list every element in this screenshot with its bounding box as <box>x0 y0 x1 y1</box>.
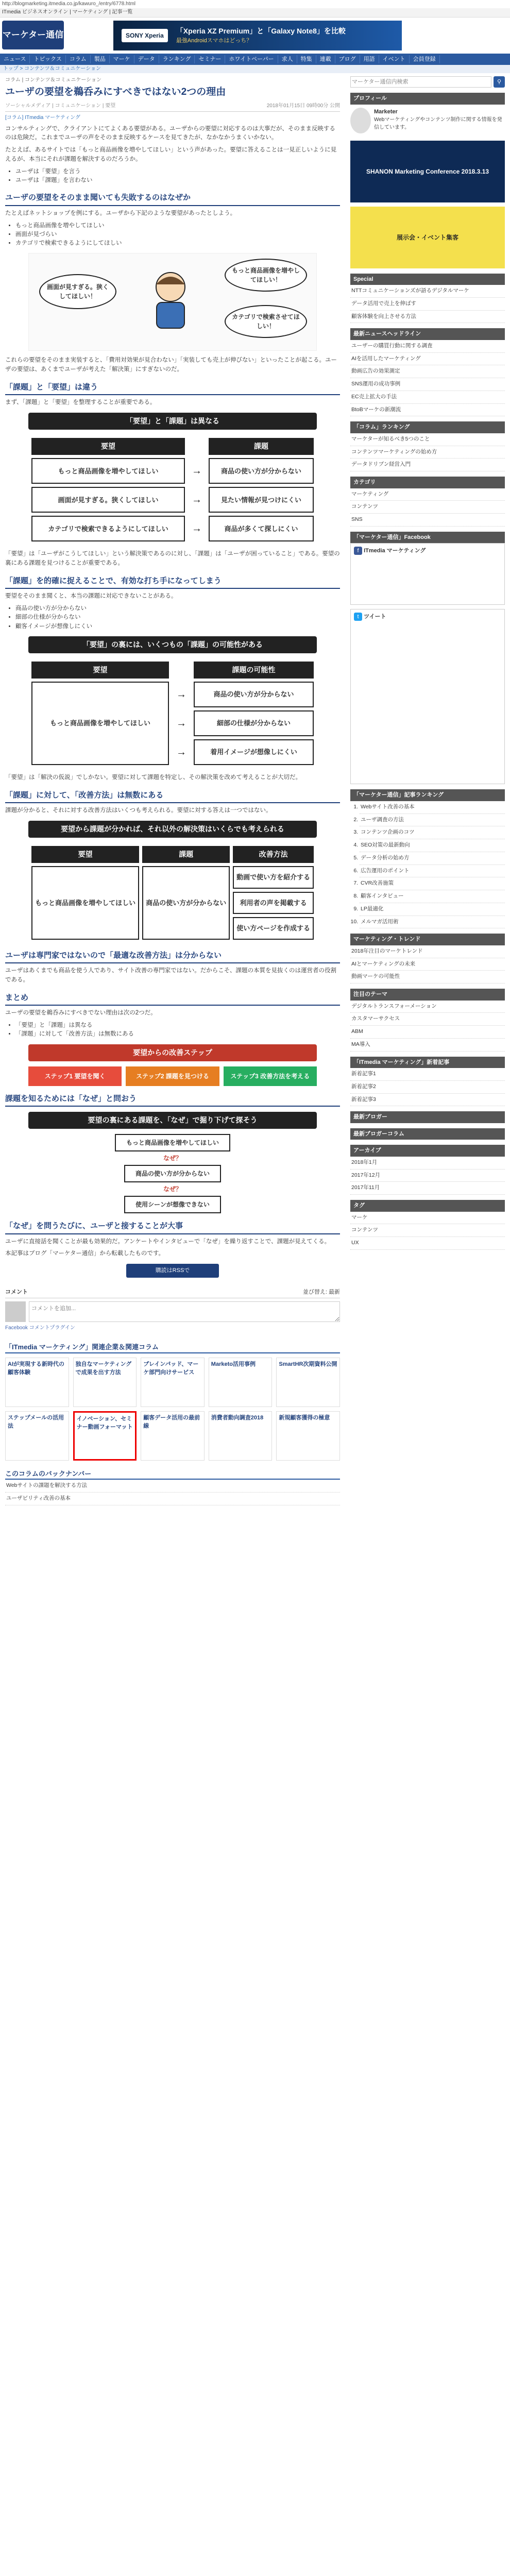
sidebox-title: 「コラム」ランキング <box>350 421 505 433</box>
twitter-widget <box>350 609 505 784</box>
tag-item[interactable]: コンテンツ <box>350 1224 505 1237</box>
speech-bubble: もっと商品画像を増やしてほしい！ <box>225 259 307 292</box>
table-header: 改善方法 <box>233 846 314 863</box>
related-card[interactable]: ステップメールの活用法 <box>5 1411 69 1461</box>
sidebox-title: カテゴリ <box>350 477 505 488</box>
figure-title: 要望から課題が分かれば、それ以外の解決策はいくらでも考えられる <box>28 821 317 838</box>
list-item: • 「課題」に対して「改善方法」は無数にある <box>15 1030 340 1039</box>
related-card[interactable]: 消費者動向調査2018 <box>209 1411 273 1461</box>
figure-title: 要望の裏にある課題を、「なぜ」で掘り下げて探そう <box>28 1112 317 1129</box>
itmedia-item[interactable]: 新着記事1 <box>350 1068 505 1081</box>
ad-brand: SONY Xperia <box>122 29 168 42</box>
comments-sort[interactable]: 並び替え: 最新 <box>302 1289 340 1295</box>
menu-item[interactable]: トピックス <box>30 55 65 64</box>
table-cell: 商品の使い方が分からない <box>194 682 314 707</box>
sidebar-search <box>350 76 505 88</box>
comments-header <box>5 1288 340 1299</box>
list-item: • 細部の仕様が分からない <box>15 613 340 622</box>
sub-nav[interactable]: トップ > コンテンツ＆コミュニケーション <box>0 65 510 73</box>
article-meta <box>5 102 340 112</box>
menu-item[interactable]: イベント <box>379 55 410 64</box>
why-label: なぜ？ <box>163 1185 182 1193</box>
column-item[interactable]: データドリブン経営入門 <box>350 459 505 471</box>
backnumber-item[interactable]: ユーザビリティ改善の基本 <box>5 1493 340 1505</box>
section-heading: 「課題」を的確に捉えることで、有効な打ち手になってしまう <box>5 575 340 589</box>
category-item[interactable]: マーケティング <box>350 488 505 501</box>
paragraph: 要望をそのまま聞くと、本当の課題に対応できないことがある。 <box>5 593 177 600</box>
table-cell: 着用イメージが想像しにくい <box>194 739 314 765</box>
arrow-right-icon: → <box>172 682 191 707</box>
archive-item[interactable]: 2018年1月 <box>350 1157 505 1170</box>
paragraph: これらの要望をそのまま実装すると、「費用対効果が見合わない」「実装しても売上が伸びない」といったことが起こる。ユーザの要望は、あくまでユーザが考えた「解決策」にすぎないのだ。 <box>5 357 337 373</box>
itmedia-item[interactable]: 新着記事2 <box>350 1081 505 1094</box>
news-item[interactable]: SNS運用の成功事例 <box>350 378 505 391</box>
figure-title: 「要望」と「課題」は異なる <box>28 413 317 430</box>
sidebox-title: 「マーケター通信」Facebook <box>350 532 505 544</box>
sidebox-title: Special <box>350 274 505 285</box>
sidebar <box>350 76 505 1250</box>
menu-item[interactable]: データ <box>134 55 159 64</box>
why-label: なぜ？ <box>163 1155 182 1162</box>
trend-item[interactable]: AIとマーケティングの未来 <box>350 958 505 971</box>
facebook-plugin[interactable]: Facebook コメントプラグイン <box>5 1325 75 1331</box>
archive-item[interactable]: 2017年12月 <box>350 1170 505 1182</box>
avatar <box>350 108 371 133</box>
person-icon <box>147 269 194 331</box>
archive-list <box>350 1157 505 1195</box>
paragraph: ユーザに直接話を聞くことが最も効果的だ。アンケートやインタビューで「なぜ」を繰り返すことで、課題が見えてくる。 <box>5 1238 331 1245</box>
bullet-list-c <box>15 604 340 631</box>
related-card[interactable]: 新規顧客獲得の極意 <box>276 1411 340 1461</box>
menu-item[interactable]: ブログ <box>335 55 360 64</box>
table-cell: 動画で使い方を紹介する <box>233 866 314 889</box>
related-card[interactable]: Marketo活用事例 <box>209 1358 273 1407</box>
why-box: 使用シーンが想像できない <box>124 1196 221 1213</box>
section-heading: 「課題」に対して、「改善方法」は無数にある <box>5 790 340 804</box>
profile-text: Webマーケティングやコンテンツ制作に関する情報を発信しています。 <box>373 117 502 130</box>
request-problem-solution-table <box>28 843 317 943</box>
backnumber-title: このコラムのバックナンバー <box>5 1469 340 1480</box>
itmedia-item[interactable]: 新着記事3 <box>350 1094 505 1107</box>
table-cell: 細部の仕様が分からない <box>194 710 314 736</box>
columns-list <box>350 433 505 471</box>
paragraph: ユーザはあくまでも商品を使う人であり、サイト改善の専門家ではない。だからこそ、課題の本質を見抜くのは運営者の役割である。 <box>5 968 336 983</box>
site-header <box>0 18 510 54</box>
table-cell: 見たい情報が見つけにくい <box>209 487 314 513</box>
main-menu <box>0 54 510 65</box>
paragraph: まず、「課題」と「要望」を整理することが重要である。 <box>5 399 156 406</box>
user-requests-illustration <box>28 253 317 351</box>
table-cell: 商品が多くて探しにくい <box>209 516 314 541</box>
arrow-right-icon: → <box>172 710 191 736</box>
arrow-right-icon: → <box>172 739 191 765</box>
news-item[interactable]: EC売上拡大の手法 <box>350 391 505 404</box>
news-item[interactable]: 動画広告の効果測定 <box>350 365 505 378</box>
bullet-list-d <box>15 1021 340 1039</box>
menu-item[interactable]: セミナー <box>195 55 225 64</box>
search-icon[interactable]: ⚲ <box>494 76 505 88</box>
article-date: 2018年01月15日 09時00分 公開 <box>266 103 340 109</box>
news-item[interactable]: BtoBマーケの新潮流 <box>350 404 505 417</box>
paragraph: 本記事はブログ「マーケター通信」から転載したものです。 <box>5 1250 165 1257</box>
figure-title: 「要望」の裏には、いくつもの「課題」の可能性がある <box>28 636 317 653</box>
category-item[interactable]: SNS <box>350 514 505 527</box>
menu-item[interactable]: 会員登録 <box>410 55 440 64</box>
related-card-highlighted[interactable]: イノベーション、セミナー動画フォーマット <box>73 1411 137 1461</box>
menu-item[interactable]: マーケ <box>110 55 134 64</box>
paragraph: ユーザの要望を鵜呑みにすべきでない理由は次の2つだ。 <box>5 1010 157 1016</box>
ranking-list <box>350 801 505 929</box>
table-cell: もっと商品画像を増やしてほしい <box>31 458 185 484</box>
list-item: • ユーザは「課題」を言わない <box>15 176 340 185</box>
intro-paragraph: コンサルティングで、クライアントにてよくある要望がある。ユーザからの要望に対応するのは大事だが、そのまま反映するのは危険だ。これまでユーザの声をそのまま反映するケースを見てきたが、なかなかうまくいかない。 <box>5 125 335 141</box>
sidebox-title: プロフィール <box>350 93 505 105</box>
pickup-list <box>350 1001 505 1052</box>
list-item: • 顧客イメージが想像しにくい <box>15 622 340 631</box>
comment-box <box>5 1301 340 1322</box>
section-heading: ユーザの要望をそのまま聞いても失敗するのはなぜか <box>5 192 340 206</box>
ranking-item[interactable]: 6. 広告運用のポイント <box>360 865 505 878</box>
table-header: 要望 <box>31 846 139 863</box>
table-cell: 商品の使い方が分からない <box>209 458 314 484</box>
twitter-icon[interactable]: t <box>354 613 362 621</box>
table-header: 要望 <box>31 438 185 455</box>
sidebox-title: 最新ブロガーコラム <box>350 1128 505 1140</box>
why-box: 商品の使い方が分からない <box>124 1165 221 1182</box>
ranking-item[interactable]: 7. CVR改善施策 <box>360 877 505 890</box>
menu-item[interactable]: 連載 <box>316 55 335 64</box>
special-item[interactable]: NTTコミュニケーションズが語るデジタルマーケ <box>350 285 505 298</box>
steps-diagram <box>28 1066 317 1086</box>
sidebar-ad[interactable]: 展示会・イベント集客 <box>350 207 505 268</box>
trend-item[interactable]: 動画マーケの可能性 <box>350 971 505 984</box>
table-header: 課題 <box>209 438 314 455</box>
bullet-list-b <box>15 222 340 248</box>
facebook-page-name[interactable]: ITmedia マーケティング <box>364 548 426 554</box>
arrow-right-icon: → <box>188 458 206 484</box>
table-header: 課題の可能性 <box>194 662 314 679</box>
spacer <box>172 662 191 679</box>
ranking-item[interactable]: 4. SEO対策の最新動向 <box>360 839 505 852</box>
ad-title: 「Xperia XZ Premium」と「Galaxy Note8」を比較 <box>176 27 346 36</box>
sidebox-title: 「ITmedia マーケティング」新着記事 <box>350 1057 505 1069</box>
special-item[interactable]: データ活用で売上を伸ばす <box>350 298 505 311</box>
itmedia-list <box>350 1068 505 1106</box>
speech-bubble: 画面が見すぎる。狭くしてほしい！ <box>39 274 116 309</box>
tag-list <box>350 1212 505 1250</box>
list-item: • もっと商品画像を増やしてほしい <box>15 222 340 230</box>
search-input[interactable] <box>350 76 491 88</box>
header-ad-banner[interactable] <box>113 21 402 50</box>
tag-item[interactable]: UX <box>350 1237 505 1250</box>
related-card[interactable]: 顧客データ活用の最前線 <box>141 1411 205 1461</box>
ad-subtitle: 最強Androidスマホはどっち？ <box>176 38 252 44</box>
menu-item[interactable]: ホワイトペーパー <box>225 55 278 64</box>
step-box: ステップ3 改善方法を考える <box>224 1066 317 1086</box>
comments-title: コメント <box>5 1289 28 1295</box>
pickup-item[interactable]: ABM <box>350 1026 505 1039</box>
table-cell: 商品の使い方が分からない <box>142 866 230 940</box>
paragraph: 「要望」は「解決の仮説」でしかない。要望に対して課題を特定し、その解決策を改めて考えることが大切だ。 <box>5 774 301 781</box>
request-vs-problem-table <box>28 435 317 545</box>
backnumber-item[interactable]: Webサイトの課題を解決する方法 <box>5 1480 340 1493</box>
article-headline: ユーザの要望を鵜呑みにすべきではない2つの理由 <box>5 87 226 97</box>
table-cell: 利用者の声を掲載する <box>233 892 314 914</box>
intro-paragraph-2: たとえば、あるサイトでは「もっと商品画像を増やしてほしい」という声があった。要望に答えることは一見正しいように見えるが、本当にそれが課題を解決するのだろうか。 <box>5 147 337 162</box>
backnumber-list <box>5 1480 340 1505</box>
related-card[interactable]: SmartHR次期資料公開 <box>276 1358 340 1407</box>
related-card[interactable]: AIが実現する新時代の顧客体験 <box>5 1358 69 1407</box>
sidebox-title: 「マーケター通信」記事ランキング <box>350 789 505 801</box>
bullet-list-a <box>15 167 340 185</box>
spacer <box>188 438 206 455</box>
pickup-item[interactable]: カスタマーサクセス <box>350 1013 505 1026</box>
column-item[interactable]: マーケターが知るべき5つのこと <box>350 433 505 446</box>
menu-item[interactable]: 特集 <box>297 55 316 64</box>
sidebox-title: 最新ニュースヘッドライン <box>350 328 505 340</box>
section-heading: 「課題」と「要望」は違う <box>5 382 340 396</box>
menu-item[interactable]: コラム <box>66 55 91 64</box>
related-card[interactable]: ブレインパッド、マーケ部門向けサービス <box>141 1358 205 1407</box>
pickup-item[interactable]: MA導入 <box>350 1039 505 1052</box>
news-list <box>350 340 505 417</box>
table-cell: もっと商品画像を増やしてほしい <box>31 866 139 940</box>
ranking-item[interactable]: 10. メルマガ活用術 <box>360 916 505 929</box>
section-heading: まとめ <box>5 992 340 1006</box>
ranking-item[interactable]: 5. データ分析の始め方 <box>360 852 505 865</box>
news-item[interactable]: ユーザーの購買行動に関する調査 <box>350 340 505 353</box>
related-card[interactable]: 独自なマーケティングで成果を出す方法 <box>73 1358 137 1407</box>
special-list <box>350 285 505 323</box>
ranking-item[interactable]: 2. ユーザ調査の方法 <box>360 814 505 827</box>
sidebox-title: 最新ブロガー <box>350 1111 505 1123</box>
sidebox-title: アーカイブ <box>350 1145 505 1157</box>
table-cell: 使い方ページを作成する <box>233 917 314 940</box>
comment-input[interactable] <box>29 1301 340 1322</box>
paragraph: 「要望」は「ユーザがこうしてほしい」という解決策であるのに対し、「課題」は「ユーザが困っていること」である。要望の裏にある課題を見つけることが重要である。 <box>5 551 340 567</box>
tag-item[interactable]: マーケ <box>350 1212 505 1225</box>
why-box: もっと商品画像を増やしてほしい <box>115 1134 230 1151</box>
figure-title: 要望からの改善ステップ <box>28 1044 317 1061</box>
section-heading: 課題を知るためには「なぜ」と問おう <box>5 1093 340 1107</box>
ranking-item[interactable]: 1. Webサイト改善の基本 <box>360 801 505 814</box>
top-nav[interactable]: ITmedia ビジネスオンライン | マーケティング | 記事一覧 <box>0 8 510 18</box>
sidebar-ad[interactable]: SHANON Marketing Conference 2018.3.13 <box>350 141 505 202</box>
step-box: ステップ1 要望を聞く <box>28 1066 122 1086</box>
menu-item[interactable]: ニュース <box>0 55 30 64</box>
sidebox-title: タグ <box>350 1200 505 1212</box>
sidebox-title: 注目のテーマ <box>350 989 505 1001</box>
table-cell: もっと商品画像を増やしてほしい <box>31 682 169 765</box>
avatar <box>5 1301 26 1322</box>
twitter-title: ツイート <box>364 614 386 620</box>
request-possibilities-table <box>28 658 317 768</box>
list-item: • 「要望」と「課題」は異なる <box>15 1021 340 1030</box>
article-tags[interactable]: ソーシャルメディア | コミュニケーション | 要望 <box>5 103 116 109</box>
table-header: 要望 <box>31 662 169 679</box>
column-item[interactable]: コンテンツマーケティングの始め方 <box>350 446 505 459</box>
table-cell: 画面が見すぎる。狭くしてほしい <box>31 487 185 513</box>
news-item[interactable]: AIを活用したマーケティング <box>350 353 505 366</box>
arrow-right-icon: → <box>188 516 206 541</box>
main-column <box>5 76 340 1505</box>
step-box: ステップ2 課題を見つける <box>126 1066 219 1086</box>
paragraph: 課題が分かると、それに対する改善方法はいくつも考えられる。要望に対する答えは一つではない。 <box>5 807 272 814</box>
facebook-widget <box>350 543 505 605</box>
breadcrumb[interactable]: コラム | コンテンツ＆コミュニケーション <box>5 77 101 83</box>
category-list <box>350 488 505 527</box>
arrow-right-icon: → <box>188 487 206 513</box>
archive-item[interactable]: 2017年11月 <box>350 1182 505 1195</box>
ranking-item[interactable]: 3. コンテンツ企画のコツ <box>360 826 505 839</box>
related-cards <box>5 1358 340 1461</box>
profile-box <box>350 105 505 137</box>
trend-list <box>350 945 505 984</box>
section-heading: 「なぜ」を問うたびに、ユーザと接することが大事 <box>5 1221 340 1234</box>
special-item[interactable]: 顧客体験を向上させる方法 <box>350 311 505 324</box>
pickup-item[interactable]: デジタルトランスフォーメーション <box>350 1001 505 1013</box>
article-byline[interactable]: [コラム] ITmedia マーケティング <box>5 114 80 121</box>
sidebox-title: マーケティング・トレンド <box>350 934 505 945</box>
list-item: • カテゴリで検索できるようにしてほしい <box>15 239 340 248</box>
ranking-item[interactable]: 9. LP最適化 <box>360 903 505 916</box>
site-logo[interactable]: マーケター通信 <box>2 21 64 49</box>
menu-item[interactable]: 用語 <box>360 55 379 64</box>
ranking-item[interactable]: 8. 顧客インタビュー <box>360 890 505 903</box>
category-item[interactable]: コンテンツ <box>350 501 505 514</box>
menu-item[interactable]: 求人 <box>278 55 297 64</box>
facebook-icon[interactable]: f <box>354 547 362 555</box>
speech-bubble: カテゴリで検索させてほしい！ <box>225 305 307 338</box>
url-bar[interactable]: http://blogmarketing.itmedia.co.jp/kawuro_/entry/6778.html <box>0 0 510 8</box>
section-heading: ユーザは専門家ではないので「最適な改善方法」は分からない <box>5 950 340 964</box>
menu-item[interactable]: ランキング <box>159 55 195 64</box>
paragraph: たとえばネットショップを例にする。ユーザから下記のような要望があったとしよう。 <box>5 210 236 216</box>
list-item: • 商品の使い方が分からない <box>15 604 340 613</box>
why-chain-diagram <box>28 1134 317 1213</box>
menu-item[interactable]: 製品 <box>91 55 110 64</box>
list-item: • ユーザは「要望」を言う <box>15 167 340 176</box>
trend-item[interactable]: 2018年注目のマーケトレンド <box>350 945 505 958</box>
rss-button[interactable]: 購読はRSSで <box>126 1264 219 1278</box>
list-item: • 画面が見づらい <box>15 230 340 239</box>
profile-name[interactable]: Marketer <box>373 108 398 115</box>
table-cell: カテゴリで検索できるようにしてほしい <box>31 516 185 541</box>
table-header: 課題 <box>142 846 230 863</box>
related-title: 「ITmedia マーケティング」関連企業＆関連コラム <box>5 1342 340 1353</box>
